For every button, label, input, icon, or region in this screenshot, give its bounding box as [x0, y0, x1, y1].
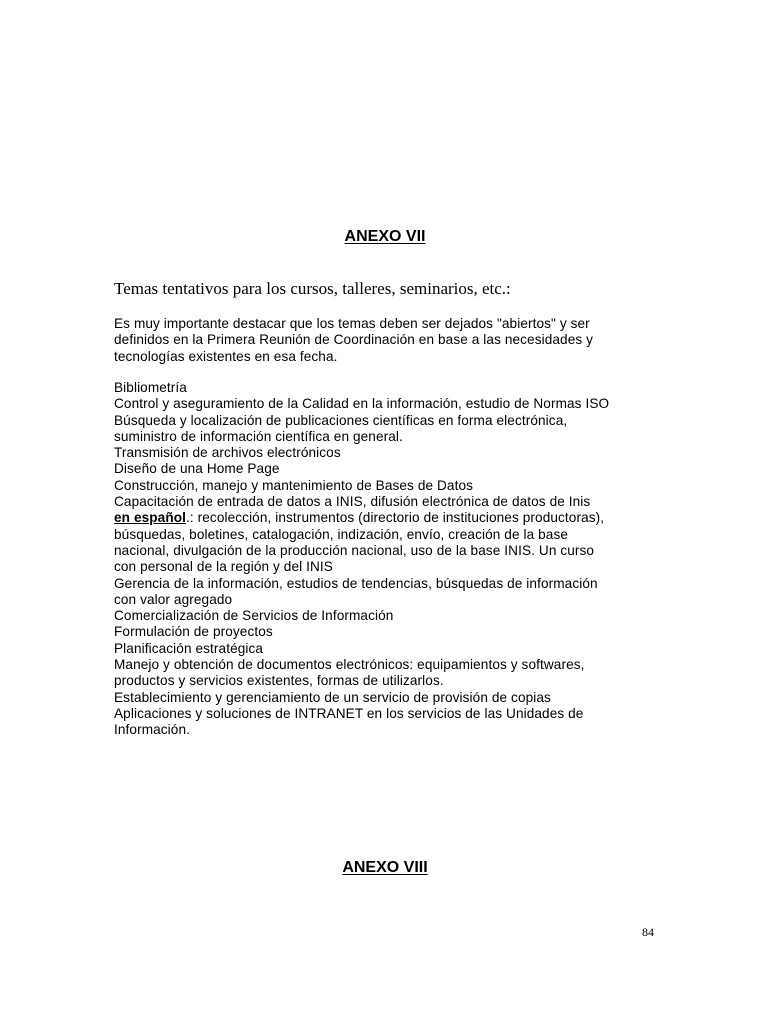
intro-line: Es muy importante destacar que los temas deben ser dejados "abiertos" y ser [114, 316, 590, 331]
topic-line: con personal de la región y del INIS [114, 559, 333, 575]
topic-line: Control y aseguramiento de la Calidad en la información, estudio de Normas ISO [114, 396, 610, 412]
topic-line: Construcción, manejo y mantenimiento de Bases de Datos [114, 477, 474, 493]
topic-line: Aplicaciones y soluciones de INTRANET en los servicios de las Unidades de [114, 705, 584, 721]
annex-viii-heading: ANEXO VIII [342, 859, 428, 876]
topic-line: Comercialización de Servicios de Información [114, 608, 394, 624]
intro-paragraph [114, 316, 659, 365]
topic-line: búsquedas, boletines, catalogación, indización, envío, creación de la base [114, 526, 569, 542]
topics-list [114, 380, 674, 739]
intro-line: tecnologías existentes en esa fecha. [114, 348, 338, 364]
topic-line: Diseño de una Home Page [114, 461, 280, 477]
intro-line: definidos en la Primera Reunión de Coordinación en base a las necesidades y [114, 332, 594, 348]
emphasis-bold-text: en español [114, 510, 187, 526]
topic-line: Capacitación de entrada de datos a INIS, difusión electrónica de datos de Inis [114, 494, 591, 510]
topic-line: Gerencia de la información, estudios de tendencias, búsquedas de información [114, 575, 598, 591]
topic-line: con valor agregado [114, 591, 233, 607]
emphasis-rest-text: .: recolección, instrumentos (directorio de instituciones productoras), [186, 510, 605, 526]
topic-line: Establecimiento y gerenciamiento de un servicio de provisión de copias [114, 689, 551, 705]
topic-line-emphasis [114, 510, 674, 526]
annex-vii-heading: ANEXO VII [344, 228, 426, 245]
topic-line: Transmisión de archivos electrónicos [114, 445, 341, 461]
topic-line: Planificación estratégica [114, 640, 264, 656]
topic-line: Manejo y obtención de documentos electrónicos: equipamientos y softwares, [114, 657, 585, 673]
topic-line: Formulación de proyectos [114, 624, 273, 640]
topic-line: productos y servicios existentes, formas de utilizarlos. [114, 673, 444, 689]
annex-vii-subtitle: Temas tentativos para los cursos, talleres, seminarios, etc.: [114, 279, 511, 298]
topic-line: Búsqueda y localización de publicaciones científicas en forma electrónica, [114, 412, 568, 428]
topic-line: Bibliometría [114, 380, 187, 395]
topic-line: nacional, divulgación de la producción nacional, uso de la base INIS. Un curso [114, 542, 595, 558]
page-number: 84 [642, 925, 654, 939]
topic-line: suministro de información científica en general. [114, 428, 403, 444]
topic-line: Información. [114, 722, 190, 738]
